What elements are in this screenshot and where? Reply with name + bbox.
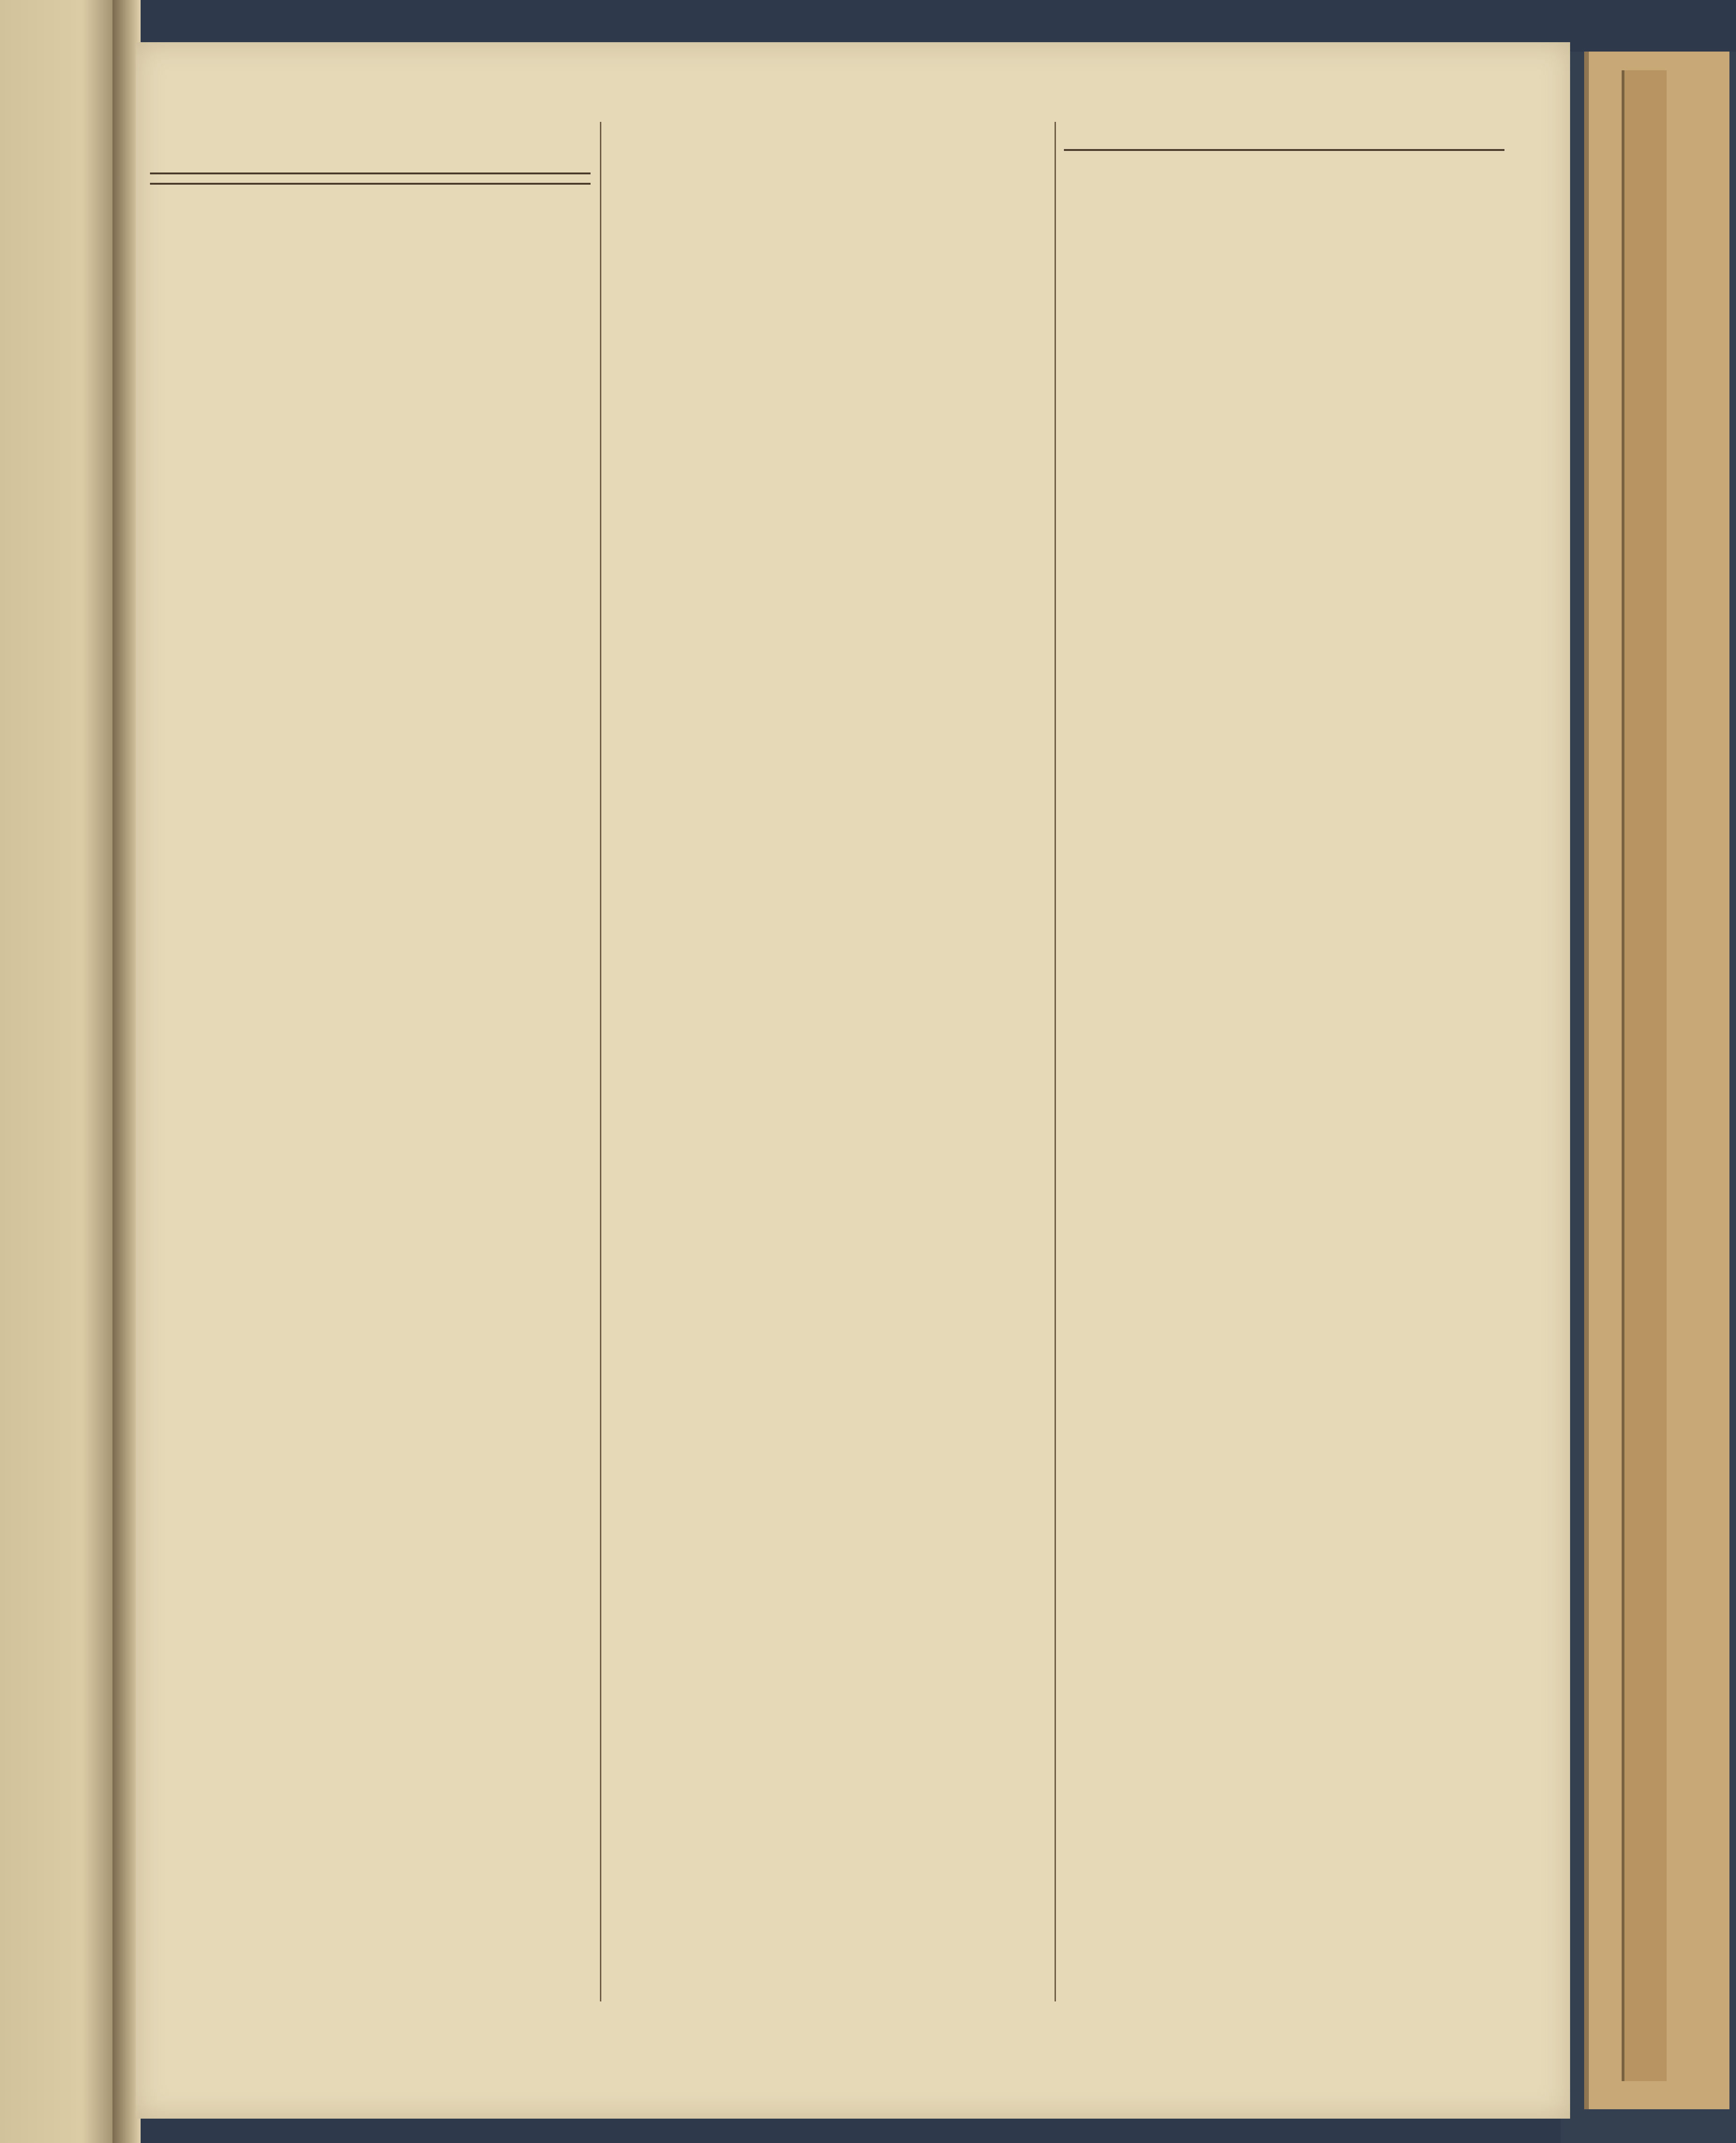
book-board-inner [1622,70,1667,2081]
section-separator [150,172,591,174]
section-separator [1064,149,1504,151]
left-page-edge [0,0,117,2143]
column-rule [600,122,601,2001]
column-3 [1064,141,1504,2062]
column-rule [1055,122,1056,2001]
column-1 [150,164,591,2044]
column-2 [609,141,1050,2062]
section-separator [150,183,591,185]
